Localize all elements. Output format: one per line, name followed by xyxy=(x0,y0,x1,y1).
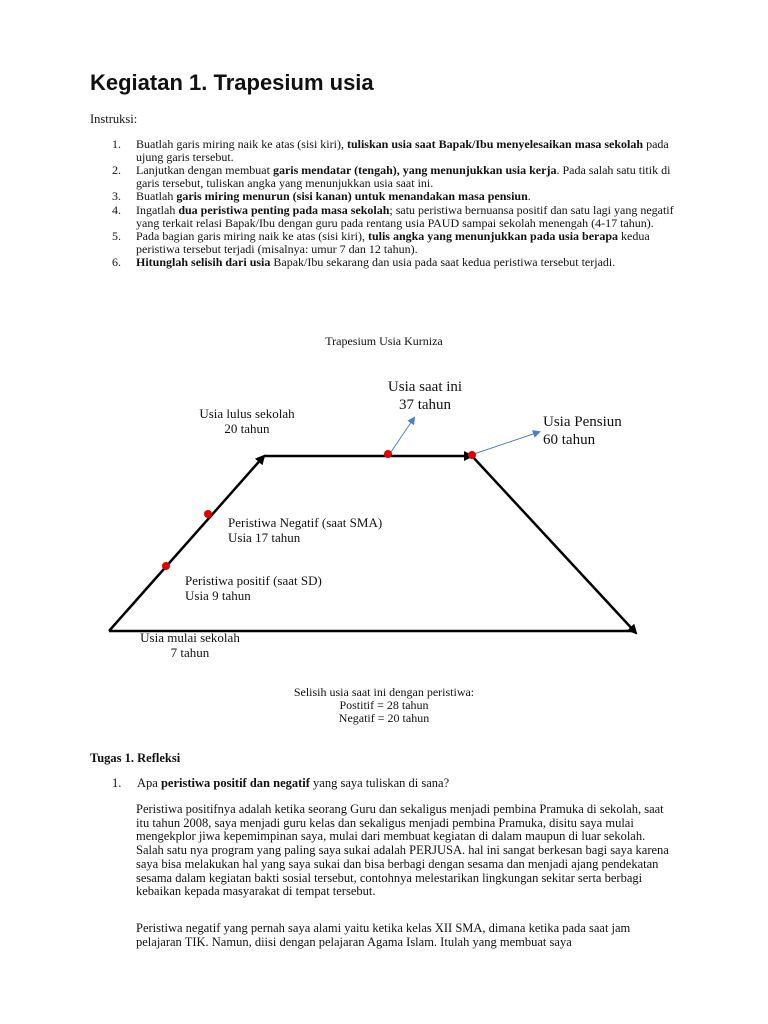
figure-title: Trapesium Usia Kurniza xyxy=(325,334,443,348)
answer-paragraph-negative: Peristiwa negatif yang pernah saya alami yaitu ketika kelas XII SMA, dimana ketika pada saat jam pelajaran TIK. Namun, diisi dengan pelajaran Agama Islam. Itulah yang membuat saya xyxy=(136,921,631,949)
instructions-label: Instruksi: xyxy=(90,112,138,126)
page-title: Kegiatan 1. Trapesium usia xyxy=(90,70,374,95)
graduation-label: Usia lulus sekolah 20 tahun xyxy=(199,406,295,436)
negative-event-dot xyxy=(204,510,212,518)
list-number: 5. xyxy=(112,229,121,244)
age-trapezium-diagram xyxy=(0,360,768,660)
list-item: 1. Buatlah garis miring naik ke atas (sisi kiri), tuliskan usia saat Bapak/Ibu menyelesaikan masa sekolah pada ujung garis tersebut. xyxy=(112,137,669,164)
instruction-list xyxy=(90,138,680,270)
retirement-dot xyxy=(468,451,476,459)
current-age-label: Usia saat ini 37 tahun xyxy=(387,379,463,413)
question-number: 1. xyxy=(112,776,122,790)
age-difference-summary: Selisih usia saat ini dengan peristiwa: Postitif = 28 tahun Negatif = 20 tahun xyxy=(293,685,475,725)
retirement-pointer xyxy=(474,432,539,454)
start-school-label: Usia mulai sekolah 7 tahun xyxy=(140,630,240,660)
current-age-dot xyxy=(384,450,392,458)
list-number: 3. xyxy=(112,189,121,204)
positive-event-dot xyxy=(162,562,170,570)
right-falling-line xyxy=(472,456,636,633)
list-number: 2. xyxy=(112,163,121,178)
list-item: 2. Lanjutkan dengan membuat garis mendatar (tengah), yang menunjukkan usia kerja. Pada salah satu titik di garis tersebut, tuliskan angka yang menunjukkan usia saat ini. xyxy=(112,163,671,190)
negative-event-label: Peristiwa Negatif (saat SMA) Usia 17 tahun xyxy=(228,515,383,545)
current-age-pointer xyxy=(391,418,414,452)
list-item: 5. Pada bagian garis miring naik ke atas (sisi kiri), tulis angka yang menunjukkan pada usia berapa kedua peristiwa tersebut terjadi (misalnya: umur 7 dan 12 tahun). xyxy=(112,229,650,256)
answer-paragraph-positive: Peristiwa positifnya adalah ketika seorang Guru dan sekaligus menjadi pembina Pramuka di sekolah, saat itu tahun 2008, saya menjadi guru kelas dan sekaligus menjadi pembina Pramuka, disitu saya mulai mengekplor jiwa kepemimpinan saya, mulai dari membuat kegiatan di dalam maupun di luar sekolah. Salah satu nya program yang paling saya sukai adalah PERJUSA. hal ini sangat berkesan bagi saya karena saya bisa melakukan hal yang saya sukai dan bisa berbagi dengan sesama dan menjadi ajang pendekatan sesama dalam kegiatan bakti sosial tersebut, contohnya melestarikan lingkungan sekitar serta berbagi kebaikan kepada masyarakat di tempat tersebut. xyxy=(136,802,669,899)
reflection-question: 1. Apa peristiwa positif dan negatif yang saya tuliskan di sana? xyxy=(112,776,450,790)
positive-event-label: Peristiwa positif (saat SD) Usia 9 tahun xyxy=(185,573,322,603)
list-number: 4. xyxy=(112,202,121,217)
list-item: 3. Buatlah garis miring menurun (sisi kanan) untuk menandakan masa pensiun. xyxy=(112,189,531,204)
list-number: 6. xyxy=(112,255,121,270)
section-heading: Tugas 1. Refleksi xyxy=(90,751,181,765)
list-item: 4. Ingatlah dua peristiwa penting pada masa sekolah; satu peristiwa bernuansa positif dan satu lagi yang negatif yang terkait relasi Bapak/Ibu dengan guru pada rentang usia PAUD sampai sekolah menengah (4-17 tahun). xyxy=(112,202,674,230)
retirement-label: Usia Pensiun 60 tahun xyxy=(543,414,622,448)
list-number: 1. xyxy=(112,137,121,151)
list-item: 6. Hitunglah selisih dari usia Bapak/Ibu sekarang dan usia pada saat kedua peristiwa tersebut terjadi. xyxy=(112,255,616,270)
